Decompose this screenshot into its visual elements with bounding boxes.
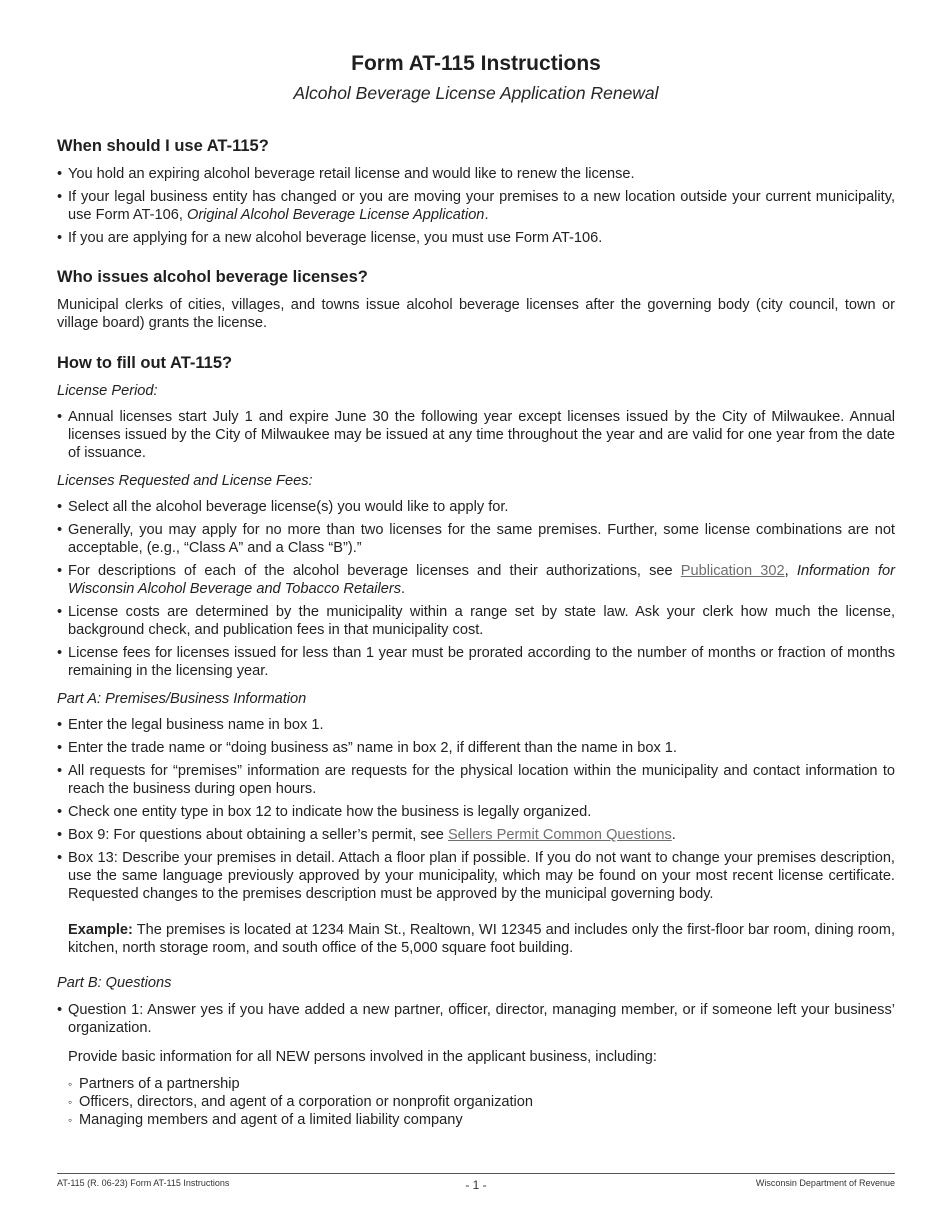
- subheading-part-a: Part A: Premises/Business Information: [57, 691, 307, 707]
- example-paragraph: Example: The premises is located at 1234 Main St., Realtown, WI 12345 and includes only the first-floor bar room, dining room, kitchen, north storage room, and south office of the 5,000 square foot building.: [68, 922, 895, 956]
- list-item: • License costs are determined by the municipality within a range set by state law. Ask your clerk how much the license, background check, and publication fees in that municipality cost.: [57, 604, 895, 638]
- list-item: ◦ Officers, directors, and agent of a corporation or nonprofit organization: [68, 1094, 534, 1110]
- sellers-permit-link[interactable]: Sellers Permit Common Questions: [447, 827, 672, 843]
- list-item: ◦ Partners of a partnership: [68, 1076, 240, 1092]
- persons-list: [57, 1075, 895, 1129]
- section-heading-when: When should I use AT-115?: [57, 137, 269, 155]
- list-item: • Question 1: Answer yes if you have added a new partner, officer, director, managing member, or if someone left your business’ organization.: [57, 1002, 895, 1036]
- part-a-list: [57, 716, 895, 903]
- list-item: • Select all the alcohol beverage license(s) you would like to apply for.: [57, 499, 509, 515]
- document-page: [57, 0, 895, 1129]
- page-subtitle: Alcohol Beverage License Application Renewal: [293, 83, 659, 103]
- page-title: Form AT-115 Instructions: [351, 52, 601, 75]
- list-item: • For descriptions of each of the alcohol beverage licenses and their authorizations, see Publication 302, Information for Wisconsin Alcohol Beverage and Tobacco Retailers.: [57, 563, 895, 597]
- list-item: • All requests for “premises” information are requests for the physical location within the municipality and contact information to reach the business during open hours.: [57, 763, 895, 797]
- publication-302-link[interactable]: Publication 302: [680, 563, 785, 579]
- who-paragraph: Municipal clerks of cities, villages, and towns issue alcohol beverage licenses after the governing body (city council, town or village board) grants the license.: [57, 297, 895, 331]
- license-period-list: [57, 408, 895, 462]
- list-item: • If your legal business entity has changed or you are moving your premises to a new location outside your current municipality, use Form AT-106, Original Alcohol Beverage License Application.: [57, 189, 895, 223]
- list-item: • License fees for licenses issued for less than 1 year must be prorated according to the number of months or fraction of months remaining in the licensing year.: [57, 645, 895, 679]
- list-item: • Annual licenses start July 1 and expire June 30 the following year except licenses issued by the City of Milwaukee. Annual licenses issued by the City of Milwaukee may be issued at any time throughout the year and are valid for one year from the date of issuance.: [57, 409, 895, 461]
- subheading-license-fees: Licenses Requested and License Fees:: [57, 473, 313, 489]
- subheading-license-period: License Period:: [57, 383, 158, 399]
- list-item: • If you are applying for a new alcohol beverage license, you must use Form AT-106.: [57, 230, 603, 246]
- subheading-part-b: Part B: Questions: [57, 975, 172, 991]
- part-b-followup: Provide basic information for all NEW persons involved in the applicant business, including:: [68, 1049, 657, 1065]
- list-item: • Generally, you may apply for no more than two licenses for the same premises. Further, some license combinations are not acceptable, (e.g., “Class A” and a Class “B”).”: [57, 522, 895, 556]
- list-item: • Box 13: Describe your premises in detail. Attach a floor plan if possible. If you do not want to change your premises description, use the same language previously approved by your municipality, which may be found on your most recent license certificate. Requested changes to the premises description must be approved by the municipal governing body.: [57, 850, 895, 902]
- footer-department: Wisconsin Department of Revenue: [755, 1178, 895, 1188]
- footer-page-number: - 1 -: [465, 1178, 487, 1192]
- section-heading-who: Who issues alcohol beverage licenses?: [57, 268, 368, 286]
- footer-form-id: AT-115 (R. 06-23) Form AT-115 Instructions: [57, 1178, 230, 1188]
- when-list: [57, 165, 895, 247]
- list-item: ◦ Managing members and agent of a limited liability company: [68, 1112, 463, 1128]
- list-item: • Enter the legal business name in box 1.: [57, 717, 324, 733]
- list-item: • Box 9: For questions about obtaining a seller’s permit, see Sellers Permit Common Questions.: [57, 827, 676, 843]
- list-item: • Enter the trade name or “doing business as” name in box 2, if different than the name in box 1.: [57, 740, 677, 756]
- part-b-list: [57, 1001, 895, 1037]
- list-item: • You hold an expiring alcohol beverage retail license and would like to renew the license.: [57, 166, 635, 182]
- page-footer: [57, 1173, 895, 1192]
- license-fees-list: [57, 498, 895, 680]
- section-heading-how: How to fill out AT-115?: [57, 354, 233, 372]
- list-item: • Check one entity type in box 12 to indicate how the business is legally organized.: [57, 804, 592, 820]
